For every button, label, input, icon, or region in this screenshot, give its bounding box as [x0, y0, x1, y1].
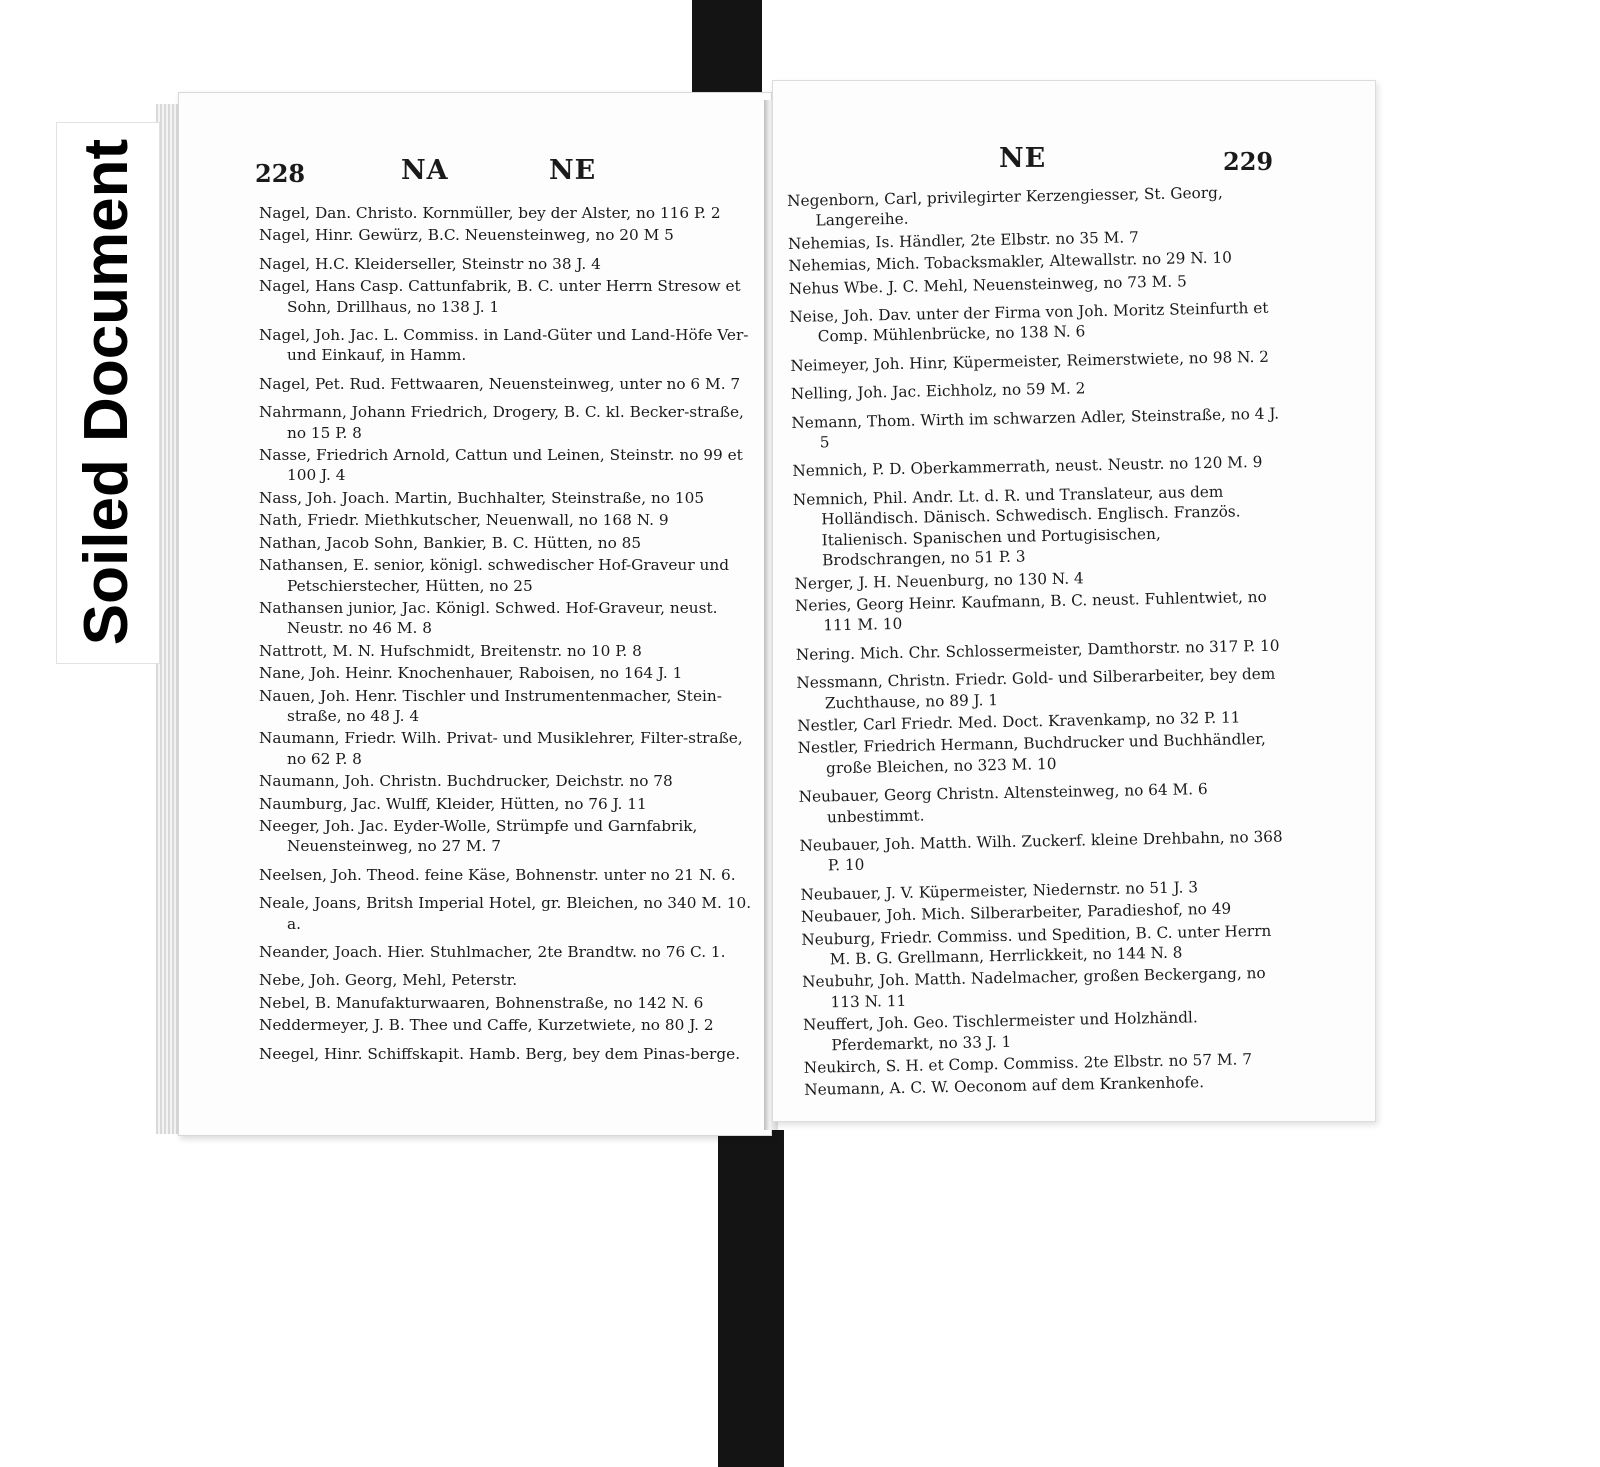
left-page — [178, 92, 772, 1136]
directory-entry: Nauen, Joh. Henr. Tischler und Instrumentenmacher, Stein-straße, no 48 J. 4 — [259, 686, 722, 725]
directory-entry: Nattrott, M. N. Hufschmidt, Breitenstr. no 10 P. 8 — [259, 641, 642, 660]
directory-entry: Nessmann, Christn. Friedr. Gold- und Silberarbeiter, bey dem Zuchthause, no 89 J. 1 — [796, 664, 1276, 712]
directory-entry: Nebel, B. Manufakturwaaren, Bohnenstraße, no 142 N. 6 — [259, 993, 704, 1012]
directory-entry: Nagel, Hinr. Gewürz, B.C. Neuensteinweg, no 20 M 5 — [259, 226, 674, 245]
directory-entry: Neries, Georg Heinr. Kaufmann, B. C. neust. Fuhlentwiet, no 111 M. 10 — [794, 587, 1267, 635]
directory-entry: Nagel, Hans Casp. Cattunfabrik, B. C. unter Herrn Stresow et Sohn, Drillhaus, no 138 J. 1 — [259, 277, 741, 316]
directory-entry: Neukirch, S. H. et Comp. Commiss. 2te Elbstr. no 57 M. 7 — [803, 1050, 1253, 1077]
directory-entry: Nasse, Friedrich Arnold, Cattun und Leinen, Steinstr. no 99 et 100 J. 4 — [259, 446, 743, 485]
directory-entry: Nathan, Jacob Sohn, Bankier, B. C. Hütten, no 85 — [259, 533, 642, 552]
right-entry-list — [787, 181, 1299, 1102]
directory-entry: Nathansen junior, Jac. Königl. Schwed. Hof-Graveur, neust. Neustr. no 46 M. 8 — [259, 598, 718, 638]
directory-entry: Neddermeyer, J. B. Thee und Caffe, Kurzetwiete, no 80 J. 2 — [259, 1016, 714, 1035]
directory-entry: Naumann, Joh. Christn. Buchdrucker, Deichstr. no 78 — [259, 772, 673, 791]
directory-entry: Nemann, Thom. Wirth im schwarzen Adler, Steinstraße, no 4 J. 5 — [791, 404, 1280, 452]
right-header-keyword: NE — [999, 143, 1047, 174]
binding-spine-bottom — [718, 1130, 784, 1467]
directory-entry: Neuffert, Joh. Geo. Tischlermeister und Holzhändl. Pferdemarkt, no 33 J. 1 — [802, 1008, 1198, 1054]
directory-entry: Neubauer, Joh. Matth. Wilh. Zuckerf. kleine Drehbahn, no 368 P. 10 — [799, 827, 1283, 875]
binding-spine-top — [692, 0, 762, 105]
directory-entry: Neimeyer, Joh. Hinr, Küpermeister, Reimerstwiete, no 98 N. 2 — [790, 347, 1270, 375]
right-page-header — [773, 143, 1375, 183]
directory-entry: Negenborn, Carl, privilegirter Kerzengiesser, St. Georg, Langereihe. — [787, 183, 1223, 230]
directory-entry: Nehus Wbe. J. C. Mehl, Neuensteinweg, no 73 M. 5 — [788, 271, 1187, 298]
directory-entry: Nathansen, E. senior, königl. schwedischer Hof-Graveur und Petschierstecher, Hütten, no 25 — [259, 556, 729, 595]
directory-entry: Neise, Joh. Dav. unter der Firma von Joh. Moritz Steinfurth et Comp. Mühlenbrücke, no 138 N. 6 — [789, 298, 1269, 346]
left-header-keyword-end: NE — [549, 155, 597, 186]
directory-entry: Neale, Joans, Britsh Imperial Hotel, gr. Bleichen, no 340 M. 10. a. — [259, 894, 752, 933]
directory-entry: Nagel, Joh. Jac. L. Commiss. in Land-Güter und Land-Höfe Ver- und Einkauf, in Hamm. — [259, 326, 749, 365]
directory-entry: Neander, Joach. Hier. Stuhlmacher, 2te Brandtw. no 76 C. 1. — [259, 943, 726, 961]
left-page-number: 228 — [255, 159, 306, 188]
left-page-header — [179, 155, 771, 195]
directory-entry: Nebe, Joh. Georg, Mehl, Peterstr. — [259, 971, 518, 990]
document-status-label: Soiled Document — [72, 138, 141, 646]
directory-entry: Neelsen, Joh. Theod. feine Käse, Bohnenstr. unter no 21 N. 6. — [259, 865, 736, 884]
directory-entry: Nemnich, P. D. Oberkammerrath, neust. Neustr. no 120 M. 9 — [792, 453, 1263, 481]
directory-entry: Neubauer, J. V. Küpermeister, Niedernstr. no 51 J. 3 — [800, 878, 1199, 904]
directory-entry: Nagel, H.C. Kleiderseller, Steinstr no 38 J. 4 — [259, 254, 601, 273]
directory-entry: Neumann, A. C. W. Oeconom auf dem Krankenhofe. — [804, 1073, 1205, 1100]
directory-entry: Naumburg, Jac. Wulff, Kleider, Hütten, no 76 J. 11 — [259, 794, 647, 813]
directory-entry: Nelling, Joh. Jac. Eichholz, no 59 M. 2 — [790, 379, 1086, 404]
directory-entry: Nass, Joh. Joach. Martin, Buchhalter, Steinstraße, no 105 — [259, 488, 705, 507]
directory-entry: Neubauer, Georg Christn. Altensteinweg, no 64 M. 6 unbestimmt. — [798, 780, 1208, 826]
directory-entry: Nehemias, Is. Händler, 2te Elbstr. no 35 M. 7 — [787, 228, 1139, 253]
directory-entry: Nestler, Carl Friedr. Med. Doct. Kravenkamp, no 32 P. 11 — [797, 708, 1241, 735]
directory-entry: Nehemias, Mich. Tobacksmakler, Altewallstr. no 29 N. 10 — [788, 248, 1233, 276]
left-entry-list — [259, 203, 759, 1066]
directory-entry: Nagel, Pet. Rud. Fettwaaren, Neuensteinweg, unter no 6 M. 7 — [259, 374, 741, 393]
directory-entry: Nagel, Dan. Christo. Kornmüller, bey der Alster, no 116 P. 2 — [259, 204, 721, 222]
directory-entry: Nath, Friedr. Miethkutscher, Neuenwall, no 168 N. 9 — [259, 511, 669, 530]
right-page-number: 229 — [1223, 147, 1274, 176]
directory-entry: Nering. Mich. Chr. Schlossermeister, Damthorstr. no 317 P. 10 — [795, 636, 1280, 664]
directory-entry: Neegel, Hinr. Schiffskapit. Hamb. Berg, bey dem Pinas-berge. — [259, 1044, 741, 1063]
directory-entry: Neeger, Joh. Jac. Eyder-Wolle, Strümpfe und Garnfabrik, Neuensteinweg, no 27 M. 7 — [259, 816, 698, 856]
directory-entry: Neubuhr, Joh. Matth. Nadelmacher, großen Beckergang, no 113 N. 11 — [802, 964, 1266, 1012]
directory-entry: Nemnich, Phil. Andr. Lt. d. R. und Translateur, aus dem Holländisch. Dänisch. Schwedisch. Englisch. Französ. Italienisch. Spanischen und Portugisischen, Brodschrangen, no 51 P. 3 — [792, 482, 1241, 570]
directory-entry: Nahrmann, Johann Friedrich, Drogery, B. C. kl. Becker-straße, no 15 P. 8 — [259, 403, 744, 442]
directory-entry: Neuburg, Friedr. Commiss. und Spedition, B. C. unter Herrn M. B. G. Grellmann, Herrlickkeit, no 144 N. 8 — [801, 921, 1272, 969]
directory-entry: Nerger, J. H. Neuenburg, no 130 N. 4 — [794, 568, 1084, 593]
right-page — [772, 80, 1376, 1122]
directory-entry: Naumann, Friedr. Wilh. Privat- und Musiklehrer, Filter-straße, no 62 P. 8 — [259, 729, 743, 768]
directory-entry: Nestler, Friedrich Hermann, Buchdrucker und Buchhändler, große Bleichen, no 323 M. 10 — [797, 730, 1266, 778]
directory-entry: Neubauer, Joh. Mich. Silberarbeiter, Paradieshof, no 49 — [800, 899, 1232, 927]
left-header-keyword-start: NA — [401, 155, 449, 186]
directory-entry: Nane, Joh. Heinr. Knochenhauer, Raboisen, no 164 J. 1 — [259, 664, 683, 683]
